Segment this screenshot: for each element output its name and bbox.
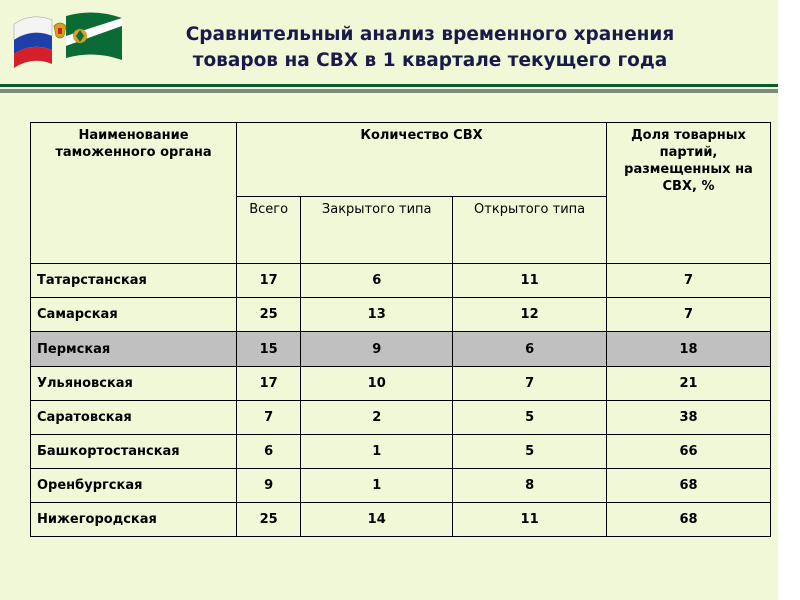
table-row: [31, 434, 771, 468]
row-open-cell: 5: [453, 434, 607, 468]
row-share-cell: 18: [607, 332, 771, 366]
header-share: Доля товарных партий, размещенных на СВХ, %: [607, 123, 771, 264]
svh-comparison-table: [30, 122, 771, 537]
row-share-cell: 68: [607, 468, 771, 502]
row-open-cell: 12: [453, 298, 607, 332]
row-closed-cell: 14: [301, 502, 453, 536]
row-name-cell: Самарская: [31, 298, 237, 332]
row-share-cell: 7: [607, 298, 771, 332]
double-headed-eagle-icon: [54, 23, 66, 38]
row-share-cell: 7: [607, 264, 771, 298]
table-row: [31, 502, 771, 536]
table-row: [31, 298, 771, 332]
row-closed-cell: 2: [301, 400, 453, 434]
row-name-cell: Нижегородская: [31, 502, 237, 536]
row-share-cell: 66: [607, 434, 771, 468]
subheader-open: Открытого типа: [453, 197, 607, 264]
table-row: [31, 264, 771, 298]
table-row: [31, 400, 771, 434]
row-open-cell: 11: [453, 502, 607, 536]
subheader-total: Всего: [237, 197, 301, 264]
row-closed-cell: 6: [301, 264, 453, 298]
page-title: [150, 22, 710, 74]
row-closed-cell: 1: [301, 468, 453, 502]
customs-logo-icon: [8, 6, 128, 72]
title-line-1: Сравнительный анализ временного хранения: [185, 24, 675, 45]
row-name-cell: Оренбургская: [31, 468, 237, 502]
header-divider-green: [0, 84, 778, 87]
row-name-cell: Татарстанская: [31, 264, 237, 298]
row-closed-cell: 13: [301, 298, 453, 332]
row-total-cell: 7: [237, 400, 301, 434]
slide-right-margin: [778, 0, 800, 600]
subheader-closed: Закрытого типа: [301, 197, 453, 264]
row-name-cell: Ульяновская: [31, 366, 237, 400]
row-open-cell: 11: [453, 264, 607, 298]
row-closed-cell: 9: [301, 332, 453, 366]
row-total-cell: 9: [237, 468, 301, 502]
row-share-cell: 21: [607, 366, 771, 400]
header-divider-gray: [0, 89, 778, 93]
row-name-cell: Пермская: [31, 332, 237, 366]
row-share-cell: 38: [607, 400, 771, 434]
table-row: [31, 332, 771, 366]
title-line-2: товаров на СВХ в 1 квартале текущего года: [192, 50, 668, 71]
row-open-cell: 6: [453, 332, 607, 366]
row-total-cell: 25: [237, 502, 301, 536]
table-header-row: [31, 123, 771, 197]
row-total-cell: 17: [237, 264, 301, 298]
row-name-cell: Саратовская: [31, 400, 237, 434]
row-total-cell: 15: [237, 332, 301, 366]
row-total-cell: 17: [237, 366, 301, 400]
row-total-cell: 6: [237, 434, 301, 468]
table-row: [31, 366, 771, 400]
row-closed-cell: 10: [301, 366, 453, 400]
russian-flag-icon: [14, 17, 52, 68]
row-name-cell: Башкортостанская: [31, 434, 237, 468]
row-open-cell: 8: [453, 468, 607, 502]
row-total-cell: 25: [237, 298, 301, 332]
row-share-cell: 68: [607, 502, 771, 536]
customs-flag-icon: [66, 12, 122, 60]
table-row: [31, 468, 771, 502]
header-customs-name: Наименование таможенного органа: [31, 123, 237, 264]
row-open-cell: 5: [453, 400, 607, 434]
header-svh-count: Количество СВХ: [237, 123, 607, 197]
row-open-cell: 7: [453, 366, 607, 400]
row-closed-cell: 1: [301, 434, 453, 468]
